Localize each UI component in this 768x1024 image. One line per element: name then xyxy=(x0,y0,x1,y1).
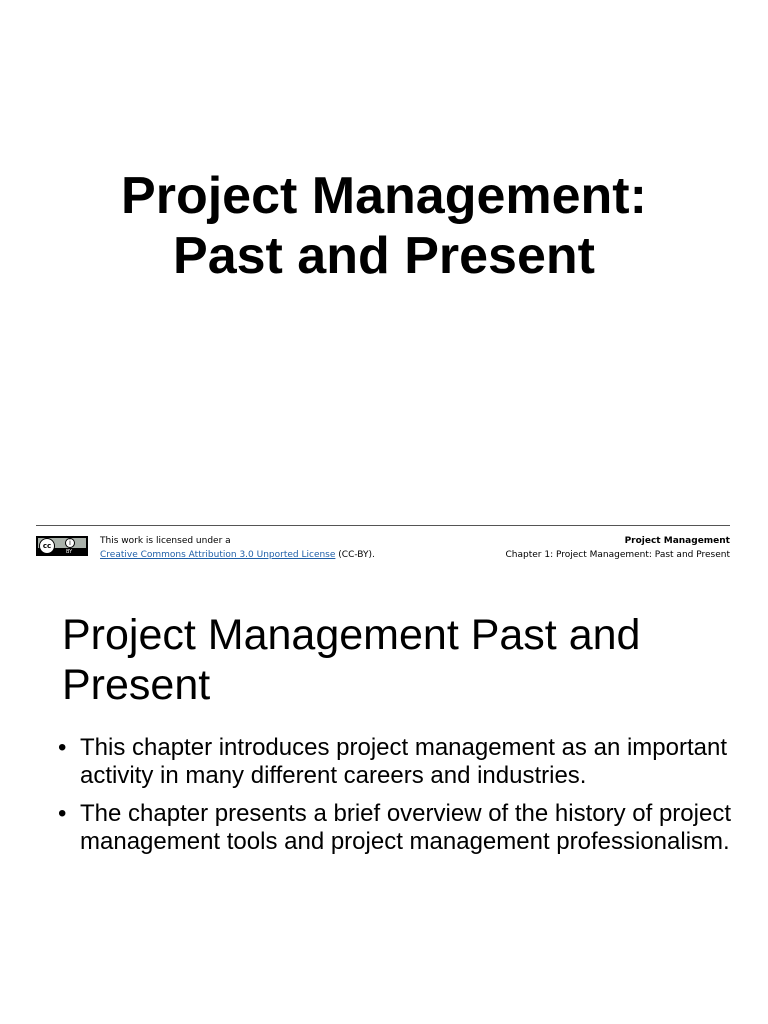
slide-title-line-2: Past and Present xyxy=(173,227,595,285)
license-prefix: This work is licensed under a xyxy=(100,536,231,546)
content-slide-title xyxy=(62,610,640,710)
license-suffix: (CC-BY). xyxy=(335,550,375,560)
bullet-item xyxy=(58,734,738,790)
footer-book-info xyxy=(506,534,730,562)
content-slide-title-line-1: Project Management Past and xyxy=(62,611,641,659)
license-notice xyxy=(100,534,375,562)
chapter-title: Chapter 1: Project Management: Past and Present xyxy=(505,550,730,560)
bullet-text: The chapter presents a brief overview of the history of project management tools and project management professionalism. xyxy=(80,800,731,855)
license-link[interactable]: Creative Commons Attribution 3.0 Unported License xyxy=(100,550,336,560)
content-slide-title-line-2: Present xyxy=(62,661,211,709)
slide-title xyxy=(0,166,768,286)
bullet-icon: • xyxy=(58,800,67,827)
book-title: Project Management xyxy=(624,536,730,546)
bullet-icon: • xyxy=(58,734,67,761)
bullet-item xyxy=(58,800,738,856)
bullet-list xyxy=(58,734,738,866)
footer-divider xyxy=(36,525,730,526)
cc-by-license-icon: cc i BY xyxy=(36,536,88,556)
slide-title-line-1: Project Management: xyxy=(121,167,647,225)
bullet-text: This chapter introduces project management as an important activity in many different careers and industries. xyxy=(80,734,728,789)
